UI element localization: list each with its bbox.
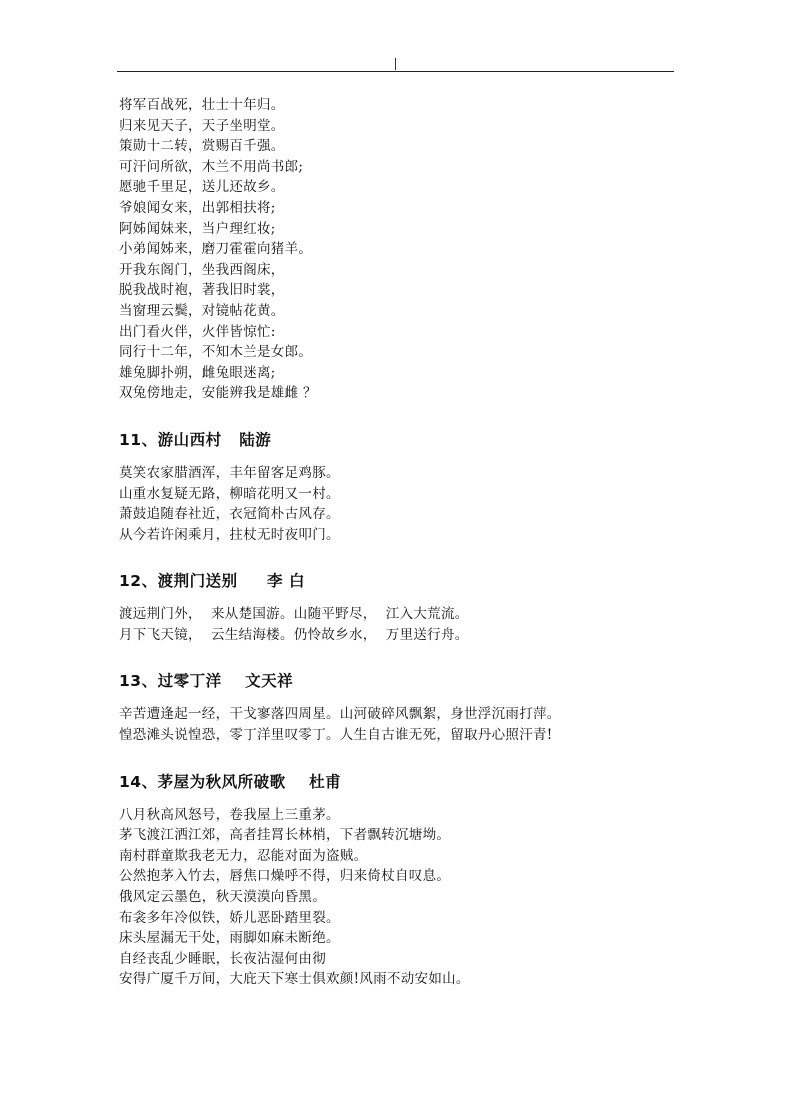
poem-mulan-continuation [119, 95, 719, 404]
header-rule [117, 71, 674, 72]
poem-line: 将军百战死，壮士十年归。 [119, 97, 285, 113]
section-title-14: 14、茅屋为秋风所破歌 杜甫 [119, 772, 342, 791]
poem-line: 从今若许闲乘月，拄杖无时夜叩门。 [119, 526, 340, 543]
poem-line: 自经丧乱少睡眠，长夜沾湿何由彻 [119, 950, 326, 967]
poem-line: 床头屋漏无干处，雨脚如麻未断绝。 [119, 930, 340, 947]
poem-guo-ling-ding-yang [119, 704, 719, 745]
poem-line: 布衾多年冷似铁，娇儿恶卧踏里裂。 [119, 909, 340, 926]
poem-line: 双兔傍地走，安能辨我是雄雌 ？ [119, 385, 317, 402]
poem-du-jing-men-song-bie [119, 604, 719, 645]
poem-line: 茅飞渡江洒江郊，高者挂罥长林梢，下者飘转沉塘坳。 [119, 827, 451, 844]
poem-line: 惶恐滩头说惶恐，零丁洋里叹零丁。人生自古谁无死，留取丹心照汗青! [119, 727, 553, 744]
poem-line: 愿驰千里足，送儿还故乡。 [119, 179, 285, 196]
poem-line: 莫笑农家腊酒浑，丰年留客足鸡豚。 [119, 464, 340, 481]
poem-line: 月下飞天镜， 云生结海楼。仍怜故乡水， 万里送行舟。 [119, 626, 469, 643]
poem-line: 阿姊闻妹来，当户理红妆; [119, 220, 276, 237]
poem-line: 南村群童欺我老无力，忍能对面为盗贼。 [119, 847, 368, 864]
poem-line: 脱我战时袍，著我旧时裳， [119, 282, 285, 299]
section-title-13: 13、过零丁洋 文天祥 [119, 672, 294, 691]
poem-line: 山重水复疑无路，柳暗花明又一村。 [119, 485, 340, 502]
poem-line: 当窗理云鬓，对镜帖花黄。 [119, 302, 285, 319]
poem-line: 小弟闻姊来，磨刀霍霍向猪羊。 [119, 241, 313, 258]
poem-line: 出门看火伴，火伴皆惊忙: [119, 323, 276, 340]
document-body [119, 95, 719, 990]
section-title-11: 11、游山西村 陆游 [119, 430, 272, 449]
poem-line: 辛苦遭逢起一经，干戈寥落四周星。山河破碎风飘絮，身世浮沉雨打萍。 [119, 706, 561, 723]
poem-line: 公然抱茅入竹去，唇焦口燥呼不得，归来倚杖自叹息。 [119, 868, 451, 885]
poem-line: 归来见天子，天子坐明堂。 [119, 117, 285, 134]
header-mark [395, 58, 396, 70]
poem-line: 开我东阁门，坐我西阁床， [119, 261, 285, 278]
poem-line: 同行十二年，不知木兰是女郎。 [119, 344, 313, 361]
poem-line: 俄风定云墨色，秋天漠漠向昏黑。 [119, 889, 326, 906]
poem-line: 萧鼓追随春社近，衣冠简朴古风存。 [119, 506, 340, 523]
poem-you-shan-xi-cun [119, 463, 719, 545]
poem-line: 八月秋高风怒号，卷我屋上三重茅。 [119, 806, 340, 823]
poem-line: 爷娘闻女来，出郭相扶将; [119, 199, 276, 216]
poem-line: 策勋十二转，赏赐百千强。 [119, 138, 285, 155]
poem-line: 可汗问所欲，木兰不用尚书郎; [119, 158, 304, 175]
poem-mao-wu-wei-qiu-feng-suo-po-ge [119, 805, 719, 990]
poem-line: 安得广厦千万间，大庇天下寒士俱欢颜!风雨不动安如山。 [119, 971, 470, 988]
poem-line: 雄兔脚扑朔，雌兔眼迷离; [119, 364, 276, 381]
poem-line: 渡远荆门外， 来从楚国游。山随平野尽， 江入大荒流。 [119, 606, 469, 623]
section-title-12: 12、渡荆门送别 李 白 [119, 572, 305, 591]
